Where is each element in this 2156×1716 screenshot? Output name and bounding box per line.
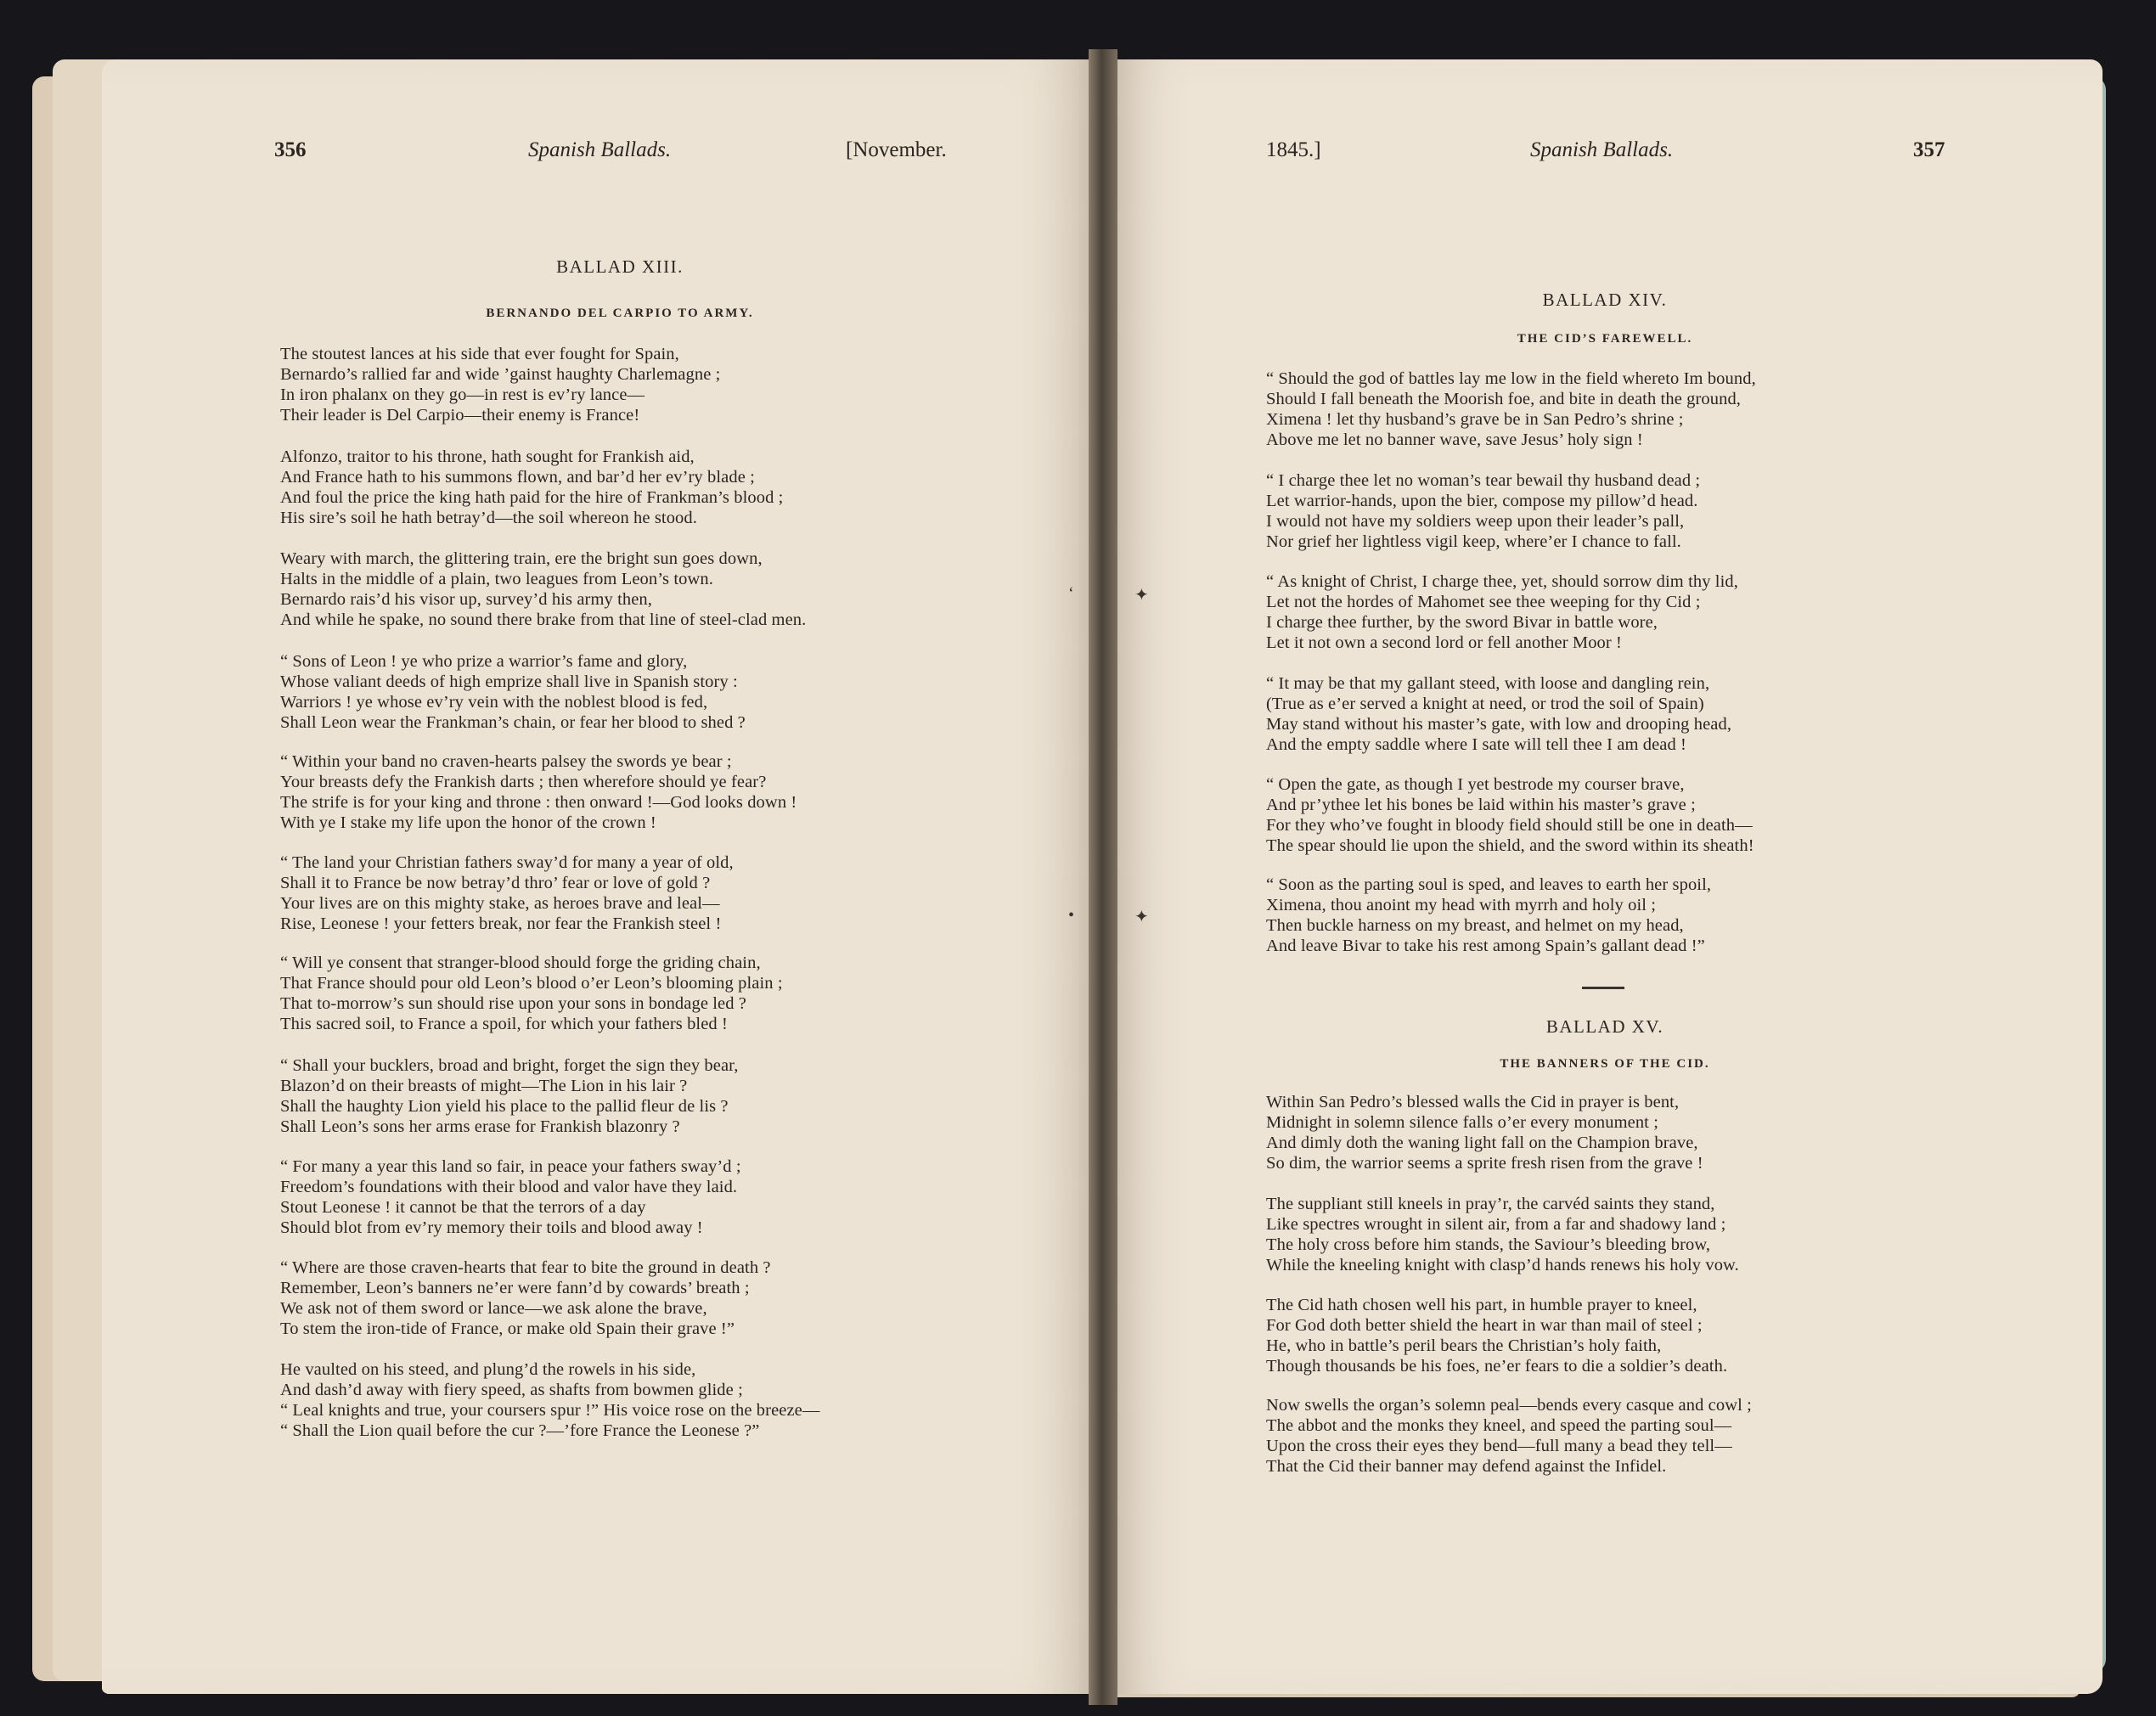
poem-line: Now swells the organ’s solemn peal—bends every casque and cowl ; bbox=[1266, 1396, 1752, 1415]
poem-line: For they who’ve fought in bloody field should still be one in death— bbox=[1266, 816, 1753, 835]
poem-line: Though thousands be his foes, ne’er fears to die a soldier’s death. bbox=[1266, 1357, 1728, 1376]
poem-line: With ye I stake my life upon the honor of the crown ! bbox=[280, 813, 656, 832]
stanza-xiv-1 bbox=[1266, 369, 1756, 450]
ballad-xv-subtitle: THE BANNERS OF THE CID. bbox=[1500, 1057, 1710, 1071]
poem-line: May stand without his master’s gate, with low and drooping head, bbox=[1266, 715, 1732, 734]
poem-line: And France hath to his summons flown, and bar’d her ev’ry blade ; bbox=[280, 468, 755, 487]
poem-line: The strife is for your king and throne : then onward !—God looks down ! bbox=[280, 793, 797, 812]
poem-line: Above me let no banner wave, save Jesus’ holy sign ! bbox=[1266, 430, 1643, 449]
poem-line: That France should pour old Leon’s blood o’er Leon’s blooming plain ; bbox=[280, 974, 783, 993]
poem-line: I charge thee further, by the sword Bivar in battle wore, bbox=[1266, 613, 1658, 632]
poem-line: Remember, Leon’s banners ne’er were fann’d by cowards’ breath ; bbox=[280, 1279, 750, 1297]
stanza-xiii-4 bbox=[280, 651, 746, 733]
ballad-xiv-subtitle: THE CID’S FAREWELL. bbox=[1517, 332, 1693, 346]
stanza-xiv-5 bbox=[1266, 774, 1754, 856]
poem-line: Bernardo rais’d his visor up, survey’d his army then, bbox=[280, 590, 652, 609]
poem-line: So dim, the warrior seems a sprite fresh risen from the grave ! bbox=[1266, 1154, 1703, 1173]
stanza-xiv-6 bbox=[1266, 875, 1711, 956]
stanza-xv-2 bbox=[1266, 1194, 1739, 1275]
poem-line: The holy cross before him stands, the Saviour’s bleeding brow, bbox=[1266, 1235, 1711, 1254]
poem-line: Within San Pedro’s blessed walls the Cid in prayer is bent, bbox=[1266, 1093, 1680, 1111]
poem-line: Nor grief her lightless vigil keep, where’er I chance to fall. bbox=[1266, 532, 1681, 551]
poem-line: “ As knight of Christ, I charge thee, yet, should sorrow dim thy lid, bbox=[1266, 572, 1738, 591]
poem-line: Let warrior-hands, upon the bier, compose my pillow’d head. bbox=[1266, 492, 1698, 510]
poem-line: Shall the haughty Lion yield his place to the pallid fleur de lis ? bbox=[280, 1097, 729, 1116]
stanza-xiii-7 bbox=[280, 953, 783, 1034]
poem-line: (True as e’er served a knight at need, or trod the soil of Spain) bbox=[1266, 695, 1704, 713]
poem-line: Whose valiant deeds of high emprize shall live in Spanish story : bbox=[280, 672, 738, 691]
poem-line: Upon the cross their eyes they bend—full many a bead they tell— bbox=[1266, 1437, 1732, 1455]
stitch-mark-3: • bbox=[1068, 906, 1075, 925]
poem-line: This sacred soil, to France a spoil, for which your fathers bled ! bbox=[280, 1015, 728, 1033]
poem-line: Bernardo’s rallied far and wide ’gainst haughty Charlemagne ; bbox=[280, 365, 721, 384]
left-header-date: [November. bbox=[846, 138, 947, 161]
poem-line: He vaulted on his steed, and plung’d the rowels in his side, bbox=[280, 1360, 696, 1379]
stanza-xiii-10 bbox=[280, 1257, 771, 1339]
poem-line: And dash’d away with fiery speed, as shafts from bowmen glide ; bbox=[280, 1381, 743, 1399]
poem-line: And pr’ythee let his bones be laid within his master’s grave ; bbox=[1266, 796, 1696, 814]
poem-line: Halts in the middle of a plain, two leagues from Leon’s town. bbox=[280, 570, 713, 588]
poem-line: Shall Leon wear the Frankman’s chain, or fear her blood to shed ? bbox=[280, 713, 746, 732]
poem-line: “ Should the god of battles lay me low in the field whereto Im bound, bbox=[1266, 369, 1756, 388]
poem-line: And dimly doth the waning light fall on the Champion brave, bbox=[1266, 1134, 1698, 1152]
left-page-number: 356 bbox=[274, 138, 307, 161]
poem-line: To stem the iron-tide of France, or make old Spain their grave !” bbox=[280, 1319, 735, 1338]
poem-line: Should I fall beneath the Moorish foe, and bite in death the ground, bbox=[1266, 390, 1742, 408]
ballad-xiv-title: BALLAD XIV. bbox=[1542, 290, 1668, 310]
poem-line: “ Open the gate, as though I yet bestrode my courser brave, bbox=[1266, 775, 1685, 794]
stanza-xiii-11 bbox=[280, 1359, 819, 1441]
poem-line: “ Soon as the parting soul is sped, and leaves to earth her spoil, bbox=[1266, 875, 1712, 894]
poem-line: The suppliant still kneels in pray’r, the carvéd saints they stand, bbox=[1266, 1195, 1715, 1213]
poem-line: Like spectres wrought in silent air, from a far and shadowy land ; bbox=[1266, 1215, 1726, 1234]
poem-line: He, who in battle’s peril bears the Christian’s holy faith, bbox=[1266, 1336, 1662, 1355]
poem-line: Ximena ! let thy husband’s grave be in San Pedro’s shrine ; bbox=[1266, 410, 1684, 429]
poem-line: Blazon’d on their breasts of might—The Lion in his lair ? bbox=[280, 1077, 688, 1095]
poem-line: Your breasts defy the Frankish darts ; then wherefore should ye fear? bbox=[280, 773, 767, 791]
poem-line: In iron phalanx on they go—in rest is ev’ry lance— bbox=[280, 385, 645, 404]
poem-line: And the empty saddle where I sate will tell thee I am dead ! bbox=[1266, 735, 1686, 754]
poem-line: For God doth better shield the heart in war than mail of steel ; bbox=[1266, 1316, 1703, 1335]
poem-line: I would not have my soldiers weep upon their leader’s pall, bbox=[1266, 512, 1685, 531]
stanza-xv-4 bbox=[1266, 1395, 1752, 1477]
stanza-xiii-5 bbox=[280, 751, 797, 833]
section-divider bbox=[1582, 987, 1624, 989]
poem-line: “ Will ye consent that stranger-blood should forge the griding chain, bbox=[280, 954, 761, 972]
poem-line: Shall it to France be now betray’d thro’ fear or love of gold ? bbox=[280, 874, 711, 892]
poem-line: The abbot and the monks they kneel, and speed the parting soul— bbox=[1266, 1416, 1732, 1435]
poem-line: Their leader is Del Carpio—their enemy is France! bbox=[280, 406, 640, 425]
stanza-xv-1 bbox=[1266, 1092, 1703, 1173]
left-running-title: Spanish Ballads. bbox=[528, 138, 672, 161]
poem-line: Rise, Leonese ! your fetters break, nor fear the Frankish steel ! bbox=[280, 914, 722, 933]
ballad-xiii-subtitle: BERNANDO DEL CARPIO TO ARMY. bbox=[486, 307, 754, 320]
stitch-mark-1: ‘ bbox=[1068, 584, 1074, 603]
poem-line: We ask not of them sword or lance—we ask alone the brave, bbox=[280, 1299, 707, 1318]
stanza-xiii-9 bbox=[280, 1156, 741, 1238]
poem-line: “ Shall the Lion quail before the cur ?—’fore France the Leonese ?” bbox=[280, 1421, 760, 1440]
poem-line: “ Where are those craven-hearts that fear to bite the ground in death ? bbox=[280, 1258, 771, 1277]
ballad-xiii-title: BALLAD XIII. bbox=[556, 256, 684, 277]
poem-line: The Cid hath chosen well his part, in humble prayer to kneel, bbox=[1266, 1296, 1697, 1314]
poem-line: “ Sons of Leon ! ye who prize a warrior’s fame and glory, bbox=[280, 652, 688, 671]
poem-line: “ Within your band no craven-hearts palsey the swords ye bear ; bbox=[280, 752, 732, 771]
book-spine bbox=[1089, 49, 1117, 1705]
poem-line: The spear should lie upon the shield, and the sword within its sheath! bbox=[1266, 836, 1754, 855]
poem-line: Ximena, thou anoint my head with myrrh and holy oil ; bbox=[1266, 896, 1657, 914]
poem-line: “ Shall your bucklers, broad and bright, forget the sign they bear, bbox=[280, 1056, 739, 1075]
poem-line: And while he spake, no sound there brake from that line of steel-clad men. bbox=[280, 610, 807, 629]
poem-line: The stoutest lances at his side that ever fought for Spain, bbox=[280, 345, 679, 363]
poem-line: Let it not own a second lord or fell another Moor ! bbox=[1266, 633, 1622, 652]
stitch-mark-4: ✦ bbox=[1134, 908, 1149, 926]
poem-line: Warriors ! ye whose ev’ry vein with the noblest blood is fed, bbox=[280, 693, 708, 712]
stanza-xiii-2 bbox=[280, 447, 783, 528]
poem-line: Your lives are on this mighty stake, as heroes brave and leal— bbox=[280, 894, 720, 913]
poem-line: Weary with march, the glittering train, ere the bright sun goes down, bbox=[280, 549, 763, 568]
poem-line: Stout Leonese ! it cannot be that the terrors of a day bbox=[280, 1198, 646, 1217]
stanza-xiv-2 bbox=[1266, 470, 1700, 552]
poem-line: That the Cid their banner may defend against the Infidel. bbox=[1266, 1457, 1667, 1476]
poem-line: Let not the hordes of Mahomet see thee weeping for thy Cid ; bbox=[1266, 593, 1701, 611]
stanza-xiv-4 bbox=[1266, 673, 1731, 755]
poem-line: His sire’s soil he hath betray’d—the soil whereon he stood. bbox=[280, 509, 697, 527]
poem-line: And leave Bivar to take his rest among Spain’s gallant dead !” bbox=[1266, 937, 1705, 955]
right-header-date: 1845.] bbox=[1266, 138, 1321, 161]
stitch-mark-2: ✦ bbox=[1134, 586, 1149, 605]
stanza-xiii-6 bbox=[280, 852, 734, 934]
poem-line: Shall Leon’s sons her arms erase for Frankish blazonry ? bbox=[280, 1117, 680, 1136]
poem-line: “ I charge thee let no woman’s tear bewail thy husband dead ; bbox=[1266, 471, 1701, 490]
poem-line: Midnight in solemn silence falls o’er every monument ; bbox=[1266, 1113, 1658, 1132]
stanza-xiii-8 bbox=[280, 1055, 739, 1137]
poem-line: “ It may be that my gallant steed, with loose and dangling rein, bbox=[1266, 674, 1710, 693]
poem-line: “ Leal knights and true, your coursers spur !” His voice rose on the breeze— bbox=[280, 1401, 820, 1420]
stanza-xiii-1 bbox=[280, 344, 720, 425]
poem-line: “ For many a year this land so fair, in peace your fathers sway’d ; bbox=[280, 1157, 741, 1176]
stanza-xiii-3 bbox=[280, 549, 806, 630]
poem-line: That to-morrow’s sun should rise upon your sons in bondage led ? bbox=[280, 994, 747, 1013]
poem-line: Then buckle harness on my breast, and helmet on my head, bbox=[1266, 916, 1684, 935]
poem-line: And foul the price the king hath paid for the hire of Frankman’s blood ; bbox=[280, 488, 784, 507]
poem-line: While the kneeling knight with clasp’d hands renews his holy vow. bbox=[1266, 1256, 1739, 1274]
poem-line: Freedom’s foundations with their blood and valor have they laid. bbox=[280, 1178, 738, 1196]
stanza-xiv-3 bbox=[1266, 571, 1738, 653]
ballad-xv-title: BALLAD XV. bbox=[1545, 1016, 1664, 1037]
poem-line: “ The land your Christian fathers sway’d for many a year of old, bbox=[280, 853, 734, 872]
right-page-number: 357 bbox=[1913, 138, 1945, 161]
stanza-xv-3 bbox=[1266, 1295, 1727, 1376]
poem-line: Should blot from ev’ry memory their toils and blood away ! bbox=[280, 1218, 703, 1237]
right-running-title: Spanish Ballads. bbox=[1530, 138, 1674, 161]
poem-line: Alfonzo, traitor to his throne, hath sought for Frankish aid, bbox=[280, 447, 695, 466]
